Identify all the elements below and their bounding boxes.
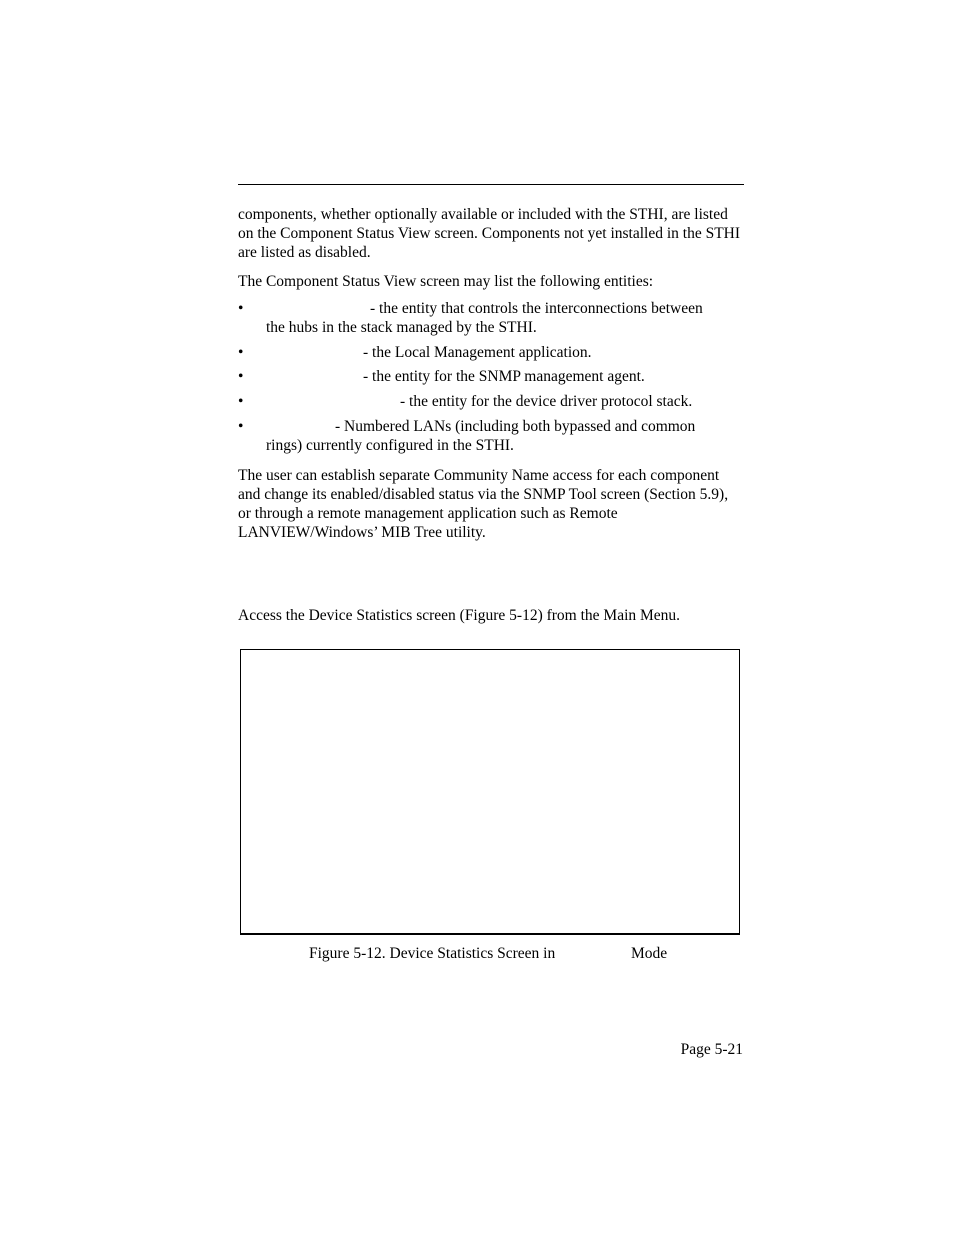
- bullet-text: - Numbered LANs (including both bypassed and common: [335, 418, 696, 435]
- figure-caption-text: Figure 5-12. Device Statistics Screen in: [309, 945, 556, 962]
- list-lead-paragraph: The Component Status View screen may list the following entities:: [238, 273, 654, 290]
- bullet-text-continued: rings) currently configured in the STHI.: [266, 437, 514, 454]
- bullet-symbol: •: [238, 418, 244, 435]
- figure-frame: [240, 649, 740, 934]
- figure-caption-mode: Mode: [631, 945, 668, 962]
- bullet-symbol: •: [238, 393, 244, 410]
- header-rule: [238, 184, 744, 185]
- bullet-text: - the entity that controls the interconnections between: [370, 300, 703, 317]
- bullet-text-continued: the hubs in the stack managed by the STHI.: [266, 319, 537, 336]
- bullet-symbol: •: [238, 344, 244, 361]
- bullet-text: - the Local Management application.: [363, 344, 592, 361]
- bullet-text: - the entity for the device driver protocol stack.: [400, 393, 693, 410]
- intro-paragraph: components, whether optionally available or included with the STHI, are listed on the Component Status View screen. Components not yet installed in the STHI are listed as disabled.: [238, 206, 741, 261]
- community-paragraph: The user can establish separate Community Name access for each component and change its enabled/disabled status via the SNMP Tool screen (Section 5.9), or through a remote management application such as Remote LANVIEW/Windows’ MIB Tree utility.: [238, 467, 729, 541]
- page-number: Page 5-21: [680, 1041, 743, 1058]
- access-paragraph: Access the Device Statistics screen (Figure 5-12) from the Main Menu.: [238, 607, 681, 624]
- bullet-symbol: •: [238, 368, 244, 385]
- bullet-text: - the entity for the SNMP management agent.: [363, 368, 645, 385]
- bullet-symbol: •: [238, 300, 244, 317]
